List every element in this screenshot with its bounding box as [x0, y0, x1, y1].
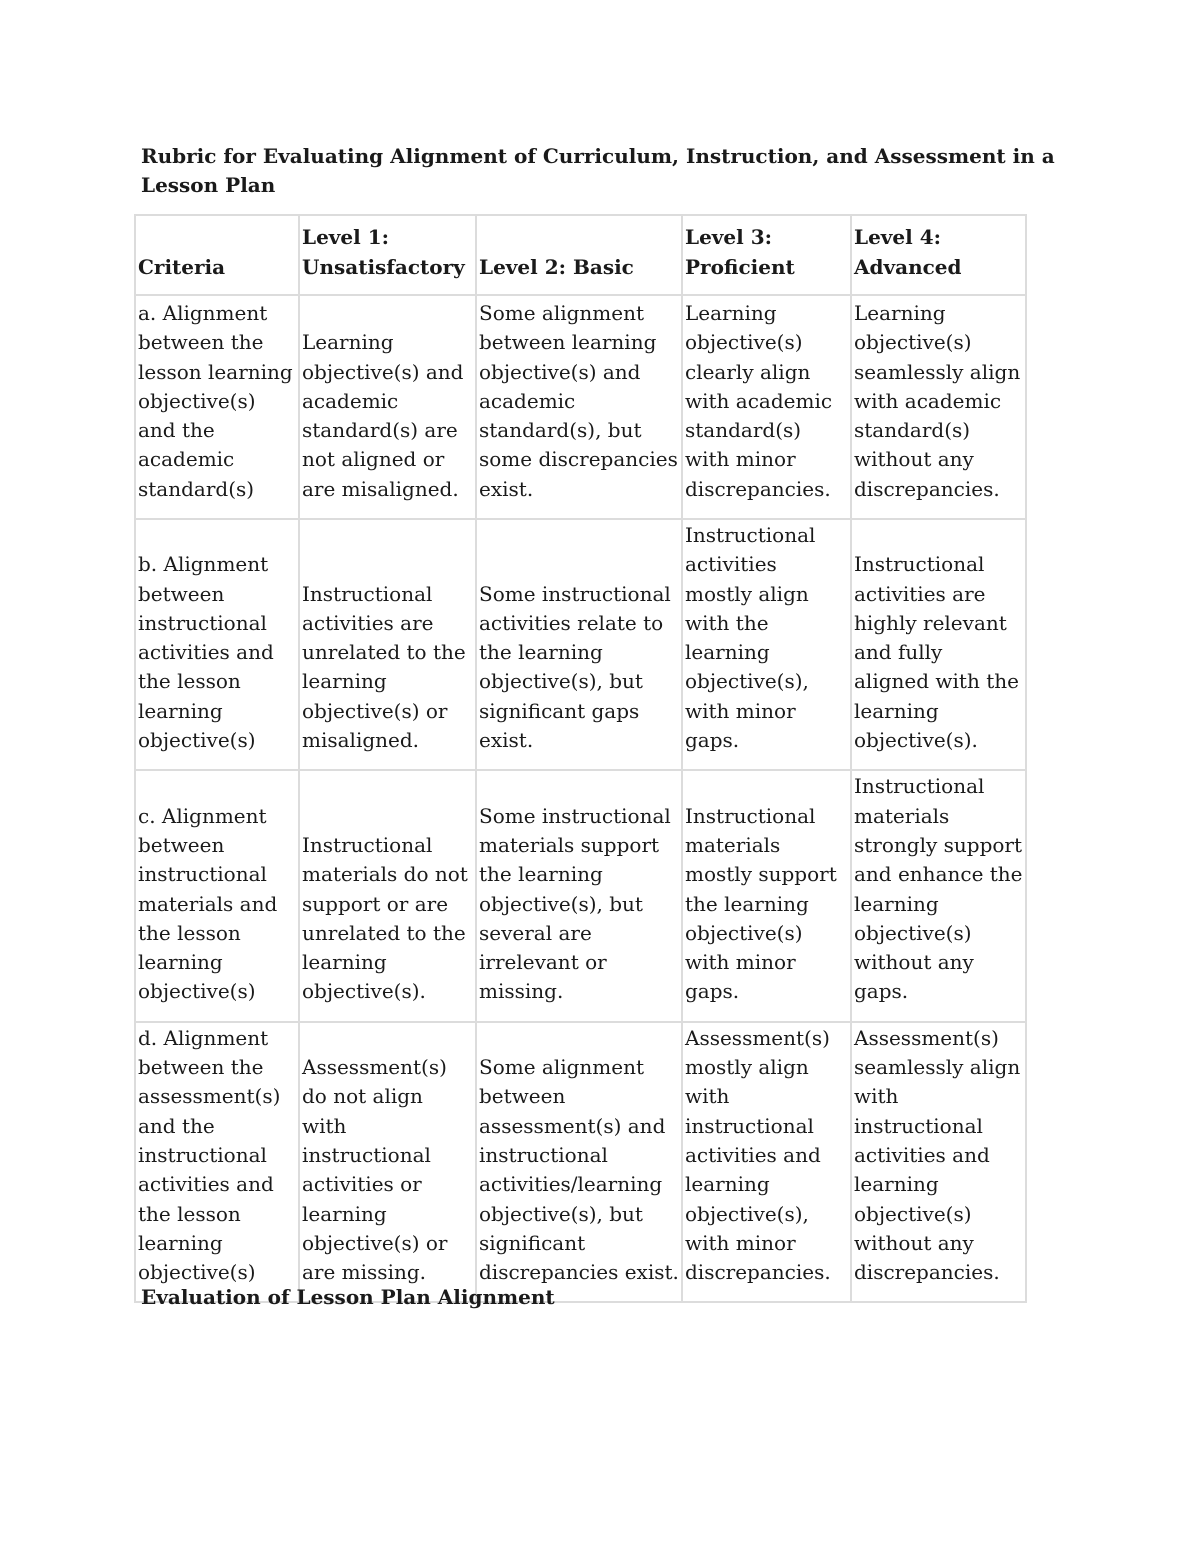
- header-level4: Level 4: Advanced: [851, 215, 1026, 295]
- cell-level1: Assessment(s) do not align with instructional activities or learning objective(s) or are missing.: [299, 1022, 476, 1303]
- cell-level2: Some alignment between assessment(s) and instructional activities/learning objective(s), but significant discrepancies exist.: [476, 1022, 682, 1303]
- cell-level1: Instructional materials do not support or are unrelated to the learning objective(s).: [299, 770, 476, 1021]
- header-level3: Level 3: Proficient: [682, 215, 851, 295]
- table-row: [135, 770, 1026, 1021]
- header-level1: Level 1: Unsatisfactory: [299, 215, 476, 295]
- cell-criteria: c. Alignment between instructional materials and the lesson learning objective(s): [135, 770, 299, 1021]
- table-row: [135, 1022, 1026, 1303]
- cell-level3: Learning objective(s) clearly align with academic standard(s) with minor discrepancies.: [682, 295, 851, 519]
- page-title: Rubric for Evaluating Alignment of Curriculum, Instruction, and Assessment in a Lesson Plan: [141, 144, 1055, 197]
- cell-criteria: b. Alignment between instructional activities and the lesson learning objective(s): [135, 519, 299, 770]
- cell-level4: Assessment(s) seamlessly align with instructional activities and learning objective(s) without any discrepancies.: [851, 1022, 1026, 1303]
- rubric-table: [134, 214, 1027, 1303]
- table-row: [135, 519, 1026, 770]
- cell-level4: Instructional activities are highly relevant and fully aligned with the learning objective(s).: [851, 519, 1026, 770]
- cell-criteria: a. Alignment between the lesson learning objective(s) and the academic standard(s): [135, 295, 299, 519]
- cell-level1: Learning objective(s) and academic standard(s) are not aligned or are misaligned.: [299, 295, 476, 519]
- table-row: [135, 295, 1026, 519]
- cell-level3: Instructional materials mostly support the learning objective(s) with minor gaps.: [682, 770, 851, 1021]
- cell-level2: Some alignment between learning objective(s) and academic standard(s), but some discrepancies exist.: [476, 295, 682, 519]
- cell-criteria: d. Alignment between the assessment(s) and the instructional activities and the lesson learning objective(s): [135, 1022, 299, 1303]
- cell-level4: Learning objective(s) seamlessly align with academic standard(s) without any discrepancies.: [851, 295, 1026, 519]
- section-heading: Evaluation of Lesson Plan Alignment: [141, 1285, 555, 1309]
- header-criteria: Criteria: [135, 215, 299, 295]
- cell-level3: Instructional activities mostly align with the learning objective(s), with minor gaps.: [682, 519, 851, 770]
- cell-level4: Instructional materials strongly support and enhance the learning objective(s) without any gaps.: [851, 770, 1026, 1021]
- cell-level2: Some instructional activities relate to the learning objective(s), but significant gaps exist.: [476, 519, 682, 770]
- header-level2: Level 2: Basic: [476, 215, 682, 295]
- cell-level1: Instructional activities are unrelated to the learning objective(s) or misaligned.: [299, 519, 476, 770]
- table-header-row: [135, 215, 1026, 295]
- cell-level3: Assessment(s) mostly align with instructional activities and learning objective(s), with minor discrepancies.: [682, 1022, 851, 1303]
- cell-level2: Some instructional materials support the learning objective(s), but several are irrelevant or missing.: [476, 770, 682, 1021]
